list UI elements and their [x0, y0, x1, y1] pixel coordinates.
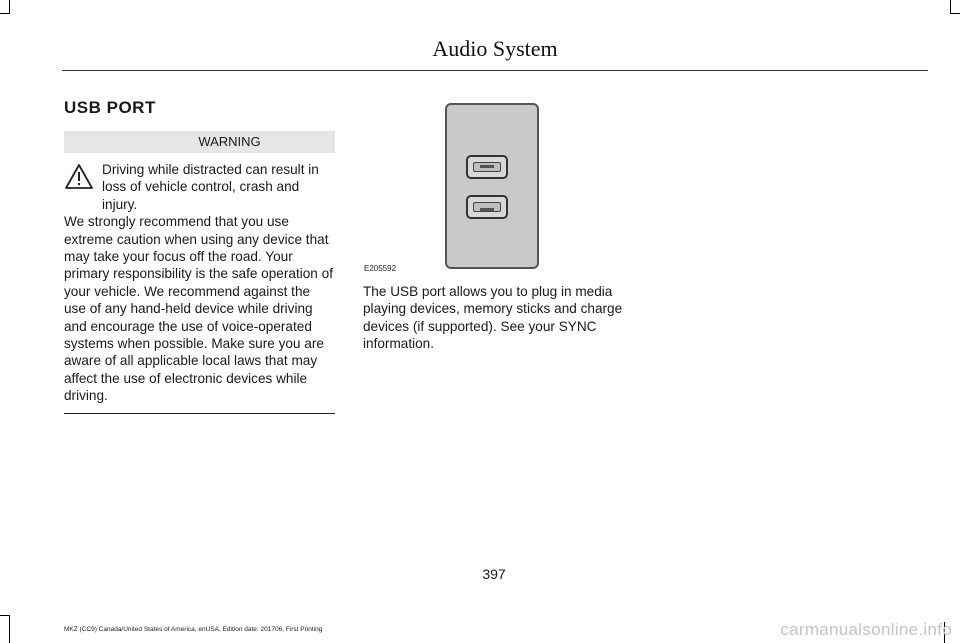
warning-box	[64, 131, 335, 414]
section-heading: USB PORT	[64, 98, 156, 117]
watermark: carmanualsonline.info	[780, 620, 952, 639]
footer-edition: MKZ (CC9) Canada/United States of America, enUSA, Edition date: 201706, First Printing	[64, 626, 323, 633]
warning-triangle-icon	[64, 163, 94, 190]
figure-id: E205592	[364, 264, 397, 273]
usb-ports-illustration	[445, 103, 539, 269]
usb-description: The USB port allows you to plug in media playing devices, memory sticks and charge devices (if supported). See your SYNC information.	[363, 284, 623, 352]
usb-port-icon	[466, 155, 508, 179]
header-rule	[62, 70, 928, 71]
page-number: 397	[482, 566, 506, 582]
page-header-title: Audio System	[432, 36, 558, 61]
warning-first-lines: Driving while distracted can result in loss of vehicle control, crash and injury.	[102, 162, 319, 212]
crop-mark	[950, 0, 951, 14]
warning-label: WARNING	[64, 131, 335, 153]
crop-mark	[9, 615, 10, 643]
usb-port-icon	[466, 195, 508, 219]
warning-text: We strongly recommend that you use extreme caution when using any device that may take your focus off the road. Your primary responsibility is the safe operation of your vehicle. We recommend against the use of any hand-held device while driving and encourage the use of voice-operated systems when possible. Make sure you are aware of all applicable local laws that may affect the use of electronic devices while driving.	[64, 214, 333, 404]
crop-mark	[0, 13, 10, 14]
crop-mark	[0, 615, 10, 616]
crop-mark	[950, 13, 960, 14]
crop-mark	[9, 0, 10, 14]
warning-rule	[64, 413, 335, 414]
warning-body	[64, 161, 335, 414]
